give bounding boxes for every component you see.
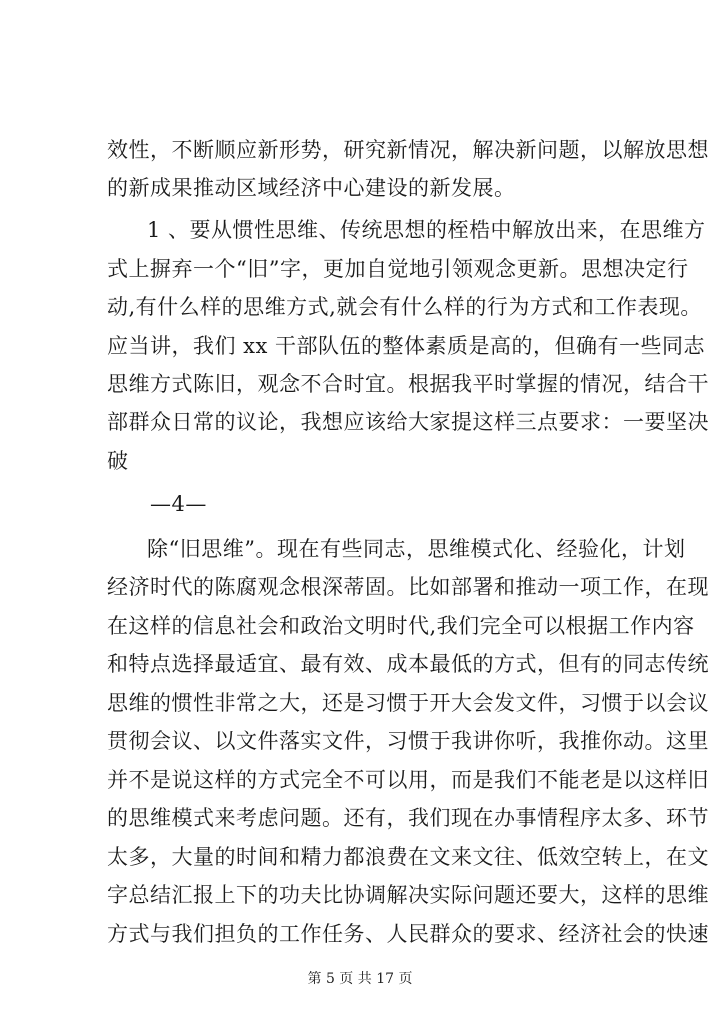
paragraph-line: 的思维模式来考虑问题。还有，我们现在办事情程序太多、环节: [107, 806, 709, 830]
paragraph-line: 方式与我们担负的工作任务、人民群众的要求、经济社会的快速: [107, 922, 709, 946]
paragraph-line: 破: [107, 449, 129, 473]
inline-page-marker: —4—: [150, 492, 207, 516]
paragraph-line: 和特点选择最适宜、最有效、成本最低的方式，但有的同志传统: [107, 652, 709, 676]
paragraph-line: 效性，不断顺应新形势，研究新情况，解决新问题，以解放思想: [107, 138, 709, 162]
paragraph-line: 思维方式陈旧，观念不合时宜。根据我平时掌握的情况，结合干: [107, 372, 709, 396]
paragraph-line: 在这样的信息社会和政治文明时代,我们完全可以根据工作内容: [107, 614, 695, 638]
paragraph-line: 并不是说这样的方式完全不可以用，而是我们不能老是以这样旧: [107, 768, 709, 792]
paragraph-line: 贯彻会议、以文件落实文件，习惯于我讲你听，我推你动。这里: [107, 729, 709, 753]
page-footer: 第 5 页 共 17 页: [307, 971, 413, 987]
paragraph-line: 部群众日常的议论，我想应该给大家提这样三点要求：一要坚决: [107, 410, 709, 434]
paragraph-line: 1 、要从惯性思维、传统思想的桎梏中解放出来，在思维方: [147, 218, 706, 242]
paragraph-line: 思维的惯性非常之大，还是习惯于开大会发文件，习惯于以会议: [107, 691, 709, 715]
paragraph-line: 式上摒弃一个“旧”字，更加自觉地引领观念更新。思想决定行: [107, 257, 689, 281]
paragraph-line: 太多，大量的时间和精力都浪费在文来文往、低效空转上，在文: [107, 845, 709, 869]
paragraph-line: 字总结汇报上下的功夫比协调解决实际问题还要大，这样的思维: [107, 883, 709, 907]
paragraph-line: 除“旧思维”。现在有些同志，思维模式化、经验化，计划: [147, 537, 686, 561]
paragraph-line: 应当讲，我们 xx 干部队伍的整体素质是高的，但确有一些同志: [107, 334, 706, 358]
paragraph-line: 动,有什么样的思维方式,就会有什么样的行为方式和工作表现。: [107, 295, 702, 319]
paragraph-line: 的新成果推动区域经济中心建设的新发展。: [107, 176, 516, 200]
paragraph-line: 经济时代的陈腐观念根深蒂固。比如部署和推动一项工作，在现: [107, 575, 709, 599]
